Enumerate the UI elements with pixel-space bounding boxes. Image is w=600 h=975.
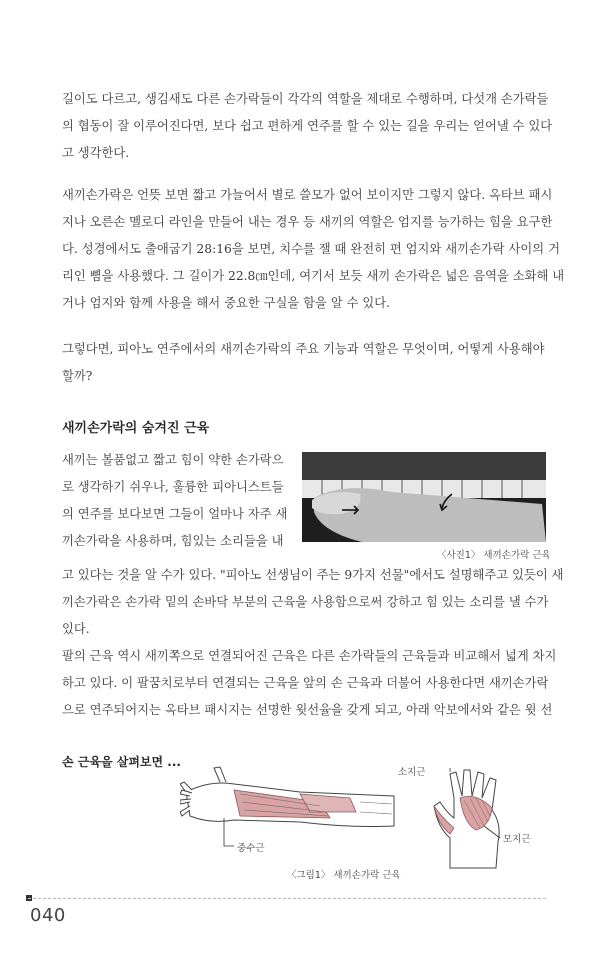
label-forearm-muscle: 중수근 <box>237 843 265 854</box>
text-line: 로 생각하기 쉬우나, 훌륭한 피아니스트들 <box>62 480 284 494</box>
paragraph-intro <box>62 86 553 167</box>
page-number: 040 <box>30 905 66 926</box>
text-line: 길이도 다르고, 생김새도 다른 손가락들이 각각의 역할을 제대로 수행하며, 다섯개 손가락들 <box>62 92 549 106</box>
text-line: 거나 엄지와 함께 사용을 해서 중요한 구실을 함을 알 수 있다. <box>62 296 391 310</box>
photo-little-finger <box>302 452 546 542</box>
text-line: 할까? <box>62 369 93 383</box>
text-line: 으로 연주되어지는 옥타브 패시지는 선명한 윗선율을 갖게 되고, 아래 악보에서와 같은 윗 선 <box>62 703 553 717</box>
text-line: 의 연주를 보다보면 그들이 얼마나 자주 새 <box>62 507 288 521</box>
hand-muscle-illustration <box>420 768 530 873</box>
text-line: 있다. <box>62 622 90 636</box>
paragraph-continued <box>62 562 564 724</box>
text-line: 끼손가락은 손가락 밑의 손바닥 부분의 근육을 사용함으로써 강하고 힘 있는 소리를 낼 수가 <box>62 595 549 609</box>
figure-heading: 손 근육을 살펴보면 ... <box>62 755 181 769</box>
section-heading: 새끼손가락의 숨겨진 근육 <box>62 421 210 436</box>
footer-rule <box>28 898 546 899</box>
label-little-finger-muscle: 소지근 <box>398 767 426 778</box>
figure-caption: 〈그림1〉 새끼손가락 근육 <box>287 870 401 881</box>
paragraph-question <box>62 336 544 390</box>
text-line: 고 생각한다. <box>62 146 130 160</box>
text-line: 그렇다면, 피아노 연주에서의 새끼손가락의 주요 기능과 역할은 무엇이며, 어떻게 사용해야 <box>62 342 545 356</box>
label-thumb-muscle: 모지근 <box>503 834 531 845</box>
text-line: 리인 뼘을 사용했다. 그 길이가 22.8㎝인데, 여기서 보듯 새끼 손가락은 넓은 음역을 소화해 내 <box>62 269 565 283</box>
text-line: 고 있다는 것을 알 수가 있다. "피아노 선생님이 주는 9가지 선물"에서도 설명해주고 있듯이 새 <box>62 568 564 582</box>
text-line: 하고 있다. 이 팔꿈치로부터 연결되는 근육을 앞의 손 근육과 더불어 사용한다면 새끼손가락 <box>62 676 549 690</box>
photo-illustration <box>302 452 546 542</box>
paragraph-wrap <box>62 447 294 555</box>
text-line: 팔의 근육 역시 새끼쪽으로 연결되어진 근육은 다른 손가락들의 근육들과 비교해서 넓게 차지 <box>62 649 557 663</box>
text-line: 새끼손가락은 언뜻 보면 짧고 가늘어서 별로 쓸모가 없어 보이지만 그렇지 않다. 옥타브 패시 <box>62 188 553 202</box>
text-line: 지나 오른손 멜로디 라인을 만들어 내는 경우 등 새끼의 역할은 엄지를 능가하는 힘을 요구한 <box>62 215 553 229</box>
text-line: 끼손가락을 사용하며, 힘있는 소리들을 내 <box>62 534 284 548</box>
photo-caption: 〈사진1〉 새끼손가락 근육 <box>437 550 551 561</box>
text-line: 새끼는 볼품없고 짧고 힘이 약한 손가락으 <box>62 453 284 467</box>
text-line: 다. 성경에서도 출애굽기 28:16을 보면, 치수를 잴 때 완전히 편 엄지와 새끼손가락 사이의 거 <box>62 242 560 256</box>
paragraph-little-finger <box>62 182 565 317</box>
text-line: 의 협동이 잘 이루어진다면, 보다 쉽고 편하게 연주를 할 수 있는 길을 우리는 얻어낼 수 있다 <box>62 119 553 133</box>
arm-muscle-illustration <box>180 762 400 852</box>
